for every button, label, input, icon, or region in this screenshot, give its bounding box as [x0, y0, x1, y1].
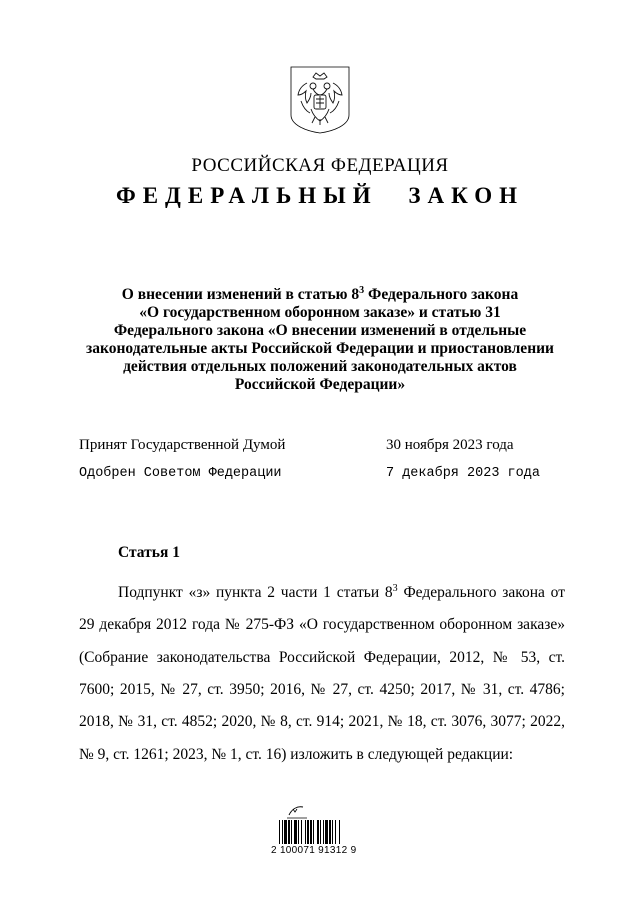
article-body	[79, 573, 565, 771]
council-label: Одобрен Советом Федерации	[79, 466, 282, 481]
title-line-5: действия отдельных положений законодательных актов	[123, 358, 517, 376]
duma-date: 30 ноября 2023 года	[386, 437, 514, 453]
article-paragraph: Подпункт «з» пункта 2 части 1 статьи $8^3$ Федерального закона от 29 декабря 2012 года № 275-ФЗ «О государственном оборонном заказе» (Собрание законодательства Российской Федерации, 2012, № 53, ст. 7600; 2015, № 27, ст. 3950; 2016, № 27, ст. 4250; 2017, № 31, ст. 4786; 2018, № 31, ст. 4852; 2020, № 8, ст. 914; 2021, № 18, ст. 3076, 3077; 2022, № 9, ст. 1261; 2023, № 1, ст. 16) изложить в следующей редакции:	[79, 583, 565, 763]
country-name: РОССИЙСКАЯ ФЕДЕРАЦИЯ	[191, 155, 449, 176]
duma-label: Принят Государственной Думой	[79, 437, 286, 453]
title-line-4: законодательные акты Российской Федерации и приостановлении	[86, 340, 554, 358]
title-line-3: Федерального закона «О внесении изменений в отдельные	[113, 322, 527, 340]
title-line-6: Российской Федерации»	[234, 376, 406, 394]
print-mark-icon	[285, 803, 309, 821]
coat-of-arms-emblem	[289, 65, 351, 135]
barcode-number: 2 100071 91312 9	[271, 845, 357, 856]
council-date: 7 декабря 2023 года	[386, 466, 540, 481]
title-line-2: «О государственном оборонном заказе» и статью 31	[139, 304, 501, 322]
law-title	[70, 282, 570, 394]
barcode-icon	[279, 820, 365, 846]
document-type: ФЕДЕРАЛЬНЫЙ ЗАКОН	[115, 183, 525, 208]
title-line-1: О внесении изменений в статью $8^3$ Федерального закона	[121, 285, 519, 304]
article-heading: Статья 1	[118, 544, 180, 561]
